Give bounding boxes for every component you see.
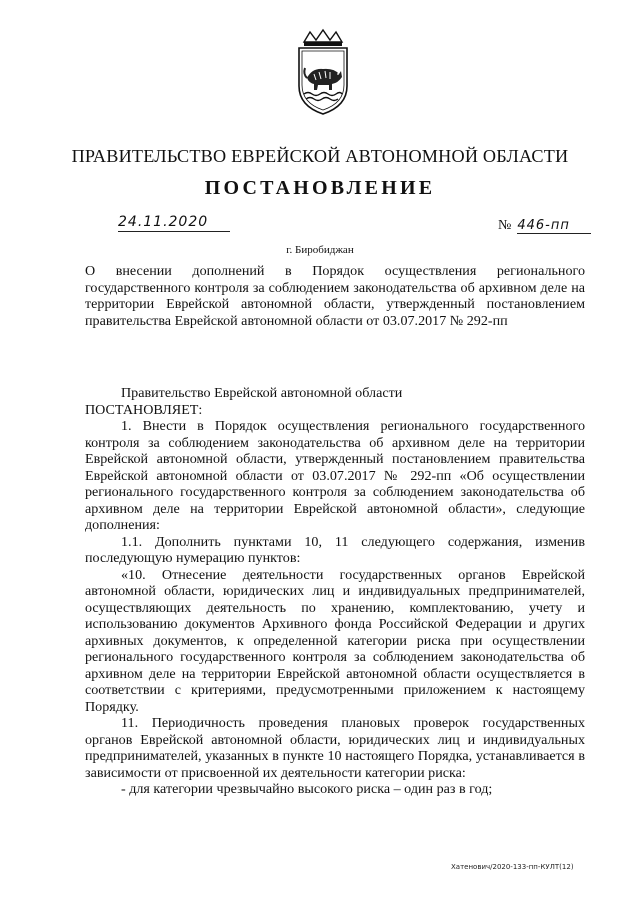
resolves-line: ПОСТАНОВЛЯЕТ: bbox=[85, 401, 203, 418]
paragraph-1-1: 1.1. Дополнить пунктами 10, 11 следующего содержания, изменив последующую нумерацию пунктов: bbox=[85, 533, 585, 566]
paragraph-1: 1. Внести в Порядок осуществления регионального государственного контроля за соблюдением законодательства об архивном деле на территории Еврейской автономной области, утвержденный постановлением правительства Еврейской автономной области от 03.07.2017 № 292-пп «Об осуществлении регионального государственного контроля за соблюдением законодательства об архивном деле на территории Еврейской автономной области», следующие дополнения: bbox=[85, 418, 585, 533]
intro-line: Правительство Еврейской автономной области bbox=[121, 385, 403, 401]
coat-of-arms-emblem bbox=[292, 28, 354, 116]
bullet-item: - для категории чрезвычайно высокого риска – один раз в год; bbox=[121, 781, 493, 797]
number-label: № bbox=[498, 218, 512, 233]
government-title: ПРАВИТЕЛЬСТВО ЕВРЕЙСКОЙ АВТОНОМНОЙ ОБЛАСТИ bbox=[71, 146, 569, 166]
subject-text: О внесении дополнений в Порядок осуществления регионального государственного контроля за соблюдением законодательства об архивном деле на территории Еврейской автономной области, утвержденный постановлением правительства Еврейской автономной области от 03.07.2017 № 292-пп bbox=[85, 263, 585, 329]
coat-of-arms-icon bbox=[292, 28, 354, 116]
handwritten-number: 446-пп bbox=[517, 218, 591, 234]
paragraph-11: 11. Периодичность проведения плановых проверок государственных органов Еврейской автономной области, юридических лиц и индивидуальных предпринимателей, указанных в пункте 10 настоящего Порядка, устанавливается в зависимости от присвоенной их деятельности категории риска: bbox=[85, 715, 585, 781]
document-body bbox=[85, 385, 585, 798]
handwritten-date: 24.11.2020 bbox=[118, 214, 230, 232]
footer-code: Хатенович/2020-133-пп-КУЛТ(12) bbox=[451, 863, 574, 871]
document-number bbox=[498, 216, 591, 234]
document-type-title: ПОСТАНОВЛЕНИЕ bbox=[204, 177, 436, 199]
paragraph-10: «10. Отнесение деятельности государственных органов Еврейской автономной области, юридических лиц и индивидуальных предпринимателей, осуществляющих деятельность по хранению, комплектованию, учету и использованию документов Архивного фонда Российской Федерации и других архивных документов, к определенной категории риска при осуществлении регионального государственного контроля за соблюдением законодательства об архивном деле на территории Еврейской автономной области осуществляется в соответствии с критериями, предусмотренными приложением к настоящему Порядку. bbox=[85, 566, 585, 715]
document-subject bbox=[85, 263, 585, 329]
city-line: г. Биробиджан bbox=[286, 244, 354, 256]
